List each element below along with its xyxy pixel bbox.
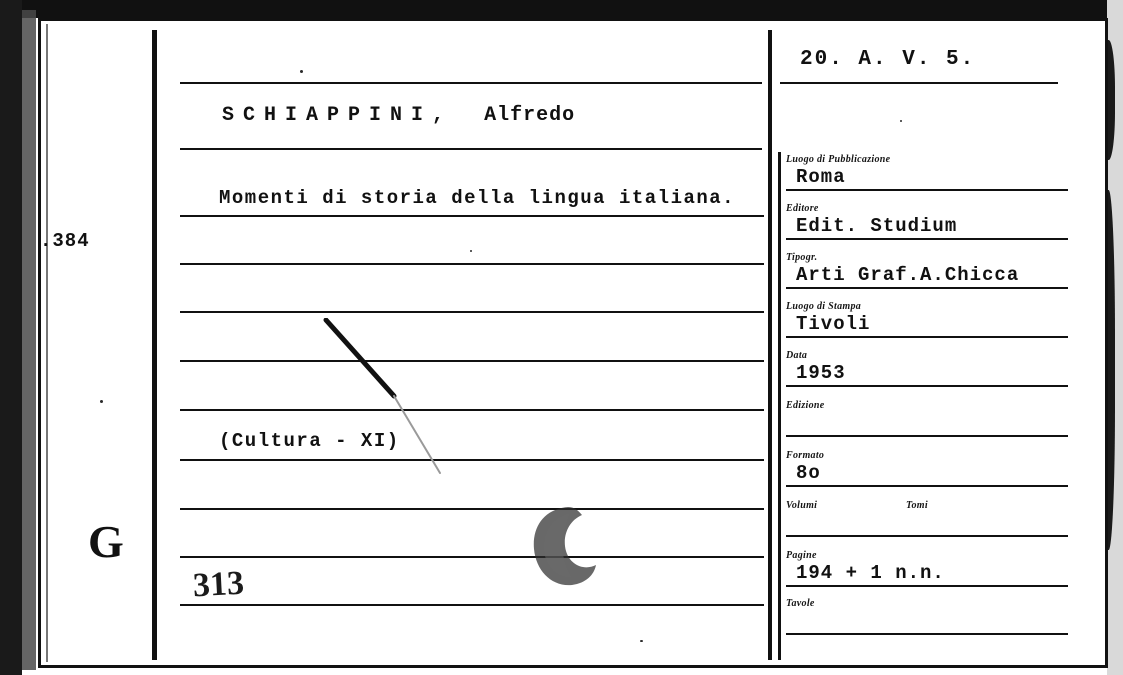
- field-label: Data: [786, 350, 808, 361]
- scan-edge-left: [0, 0, 22, 675]
- field-edizione: [786, 400, 1058, 437]
- field-label: Edizione: [786, 400, 825, 411]
- field-tipografo: [786, 252, 1058, 289]
- title-line: Momenti di storia della lingua italiana.: [219, 187, 736, 209]
- author-separator: ,: [432, 104, 446, 127]
- field-label: Tipogr.: [786, 252, 818, 263]
- scan-speck: [470, 250, 472, 252]
- rule-left-4: [180, 263, 764, 265]
- field-tavole: [786, 598, 1058, 635]
- field-label-volumi: Volumi: [786, 500, 818, 511]
- rule-left-5: [180, 311, 764, 313]
- field-editore: [786, 203, 1058, 240]
- field-data: [786, 350, 1058, 387]
- field-value: Tivoli: [786, 313, 1068, 338]
- field-value: [786, 610, 1068, 635]
- rule-left-1: [180, 82, 762, 84]
- vertical-rule-left: [152, 30, 157, 660]
- field-value: Edit. Studium: [786, 215, 1068, 240]
- field-label: Luogo di Stampa: [786, 301, 862, 312]
- rule-left-8: [180, 459, 764, 461]
- rule-left-10: [180, 556, 764, 558]
- field-value: Arti Graf.A.Chicca: [786, 264, 1068, 289]
- rule-left-11: [180, 604, 764, 606]
- series-line: (Cultura - XI): [219, 430, 400, 452]
- scan-edge-left-secondary: [22, 10, 36, 670]
- scan-speck: [100, 400, 103, 403]
- field-value: [786, 512, 1068, 537]
- handwritten-number: 313: [192, 564, 245, 605]
- field-label-row: [786, 500, 1058, 512]
- vertical-rule-right-inner: [778, 152, 781, 660]
- scan-speck: [300, 70, 303, 73]
- shelfmark-top: 20. A. V. 5.: [800, 48, 976, 71]
- field-label: Editore: [786, 203, 819, 214]
- field-value: Roma: [786, 166, 1068, 191]
- rule-left-7: [180, 409, 764, 411]
- field-pagine: [786, 550, 1058, 587]
- rule-shelfmark: [780, 82, 1058, 84]
- rule-left-3: [180, 215, 764, 217]
- field-label: Pagine: [786, 550, 817, 561]
- field-label: Tavole: [786, 598, 815, 609]
- field-label: Formato: [786, 450, 825, 461]
- rule-left-9: [180, 508, 764, 510]
- field-formato: [786, 450, 1058, 487]
- pen-stroke-mark: [322, 318, 447, 478]
- vertical-rule-right: [768, 30, 772, 660]
- field-value: 1953: [786, 362, 1068, 387]
- call-letter: G: [88, 516, 124, 567]
- scan-edge-top: [0, 0, 1123, 18]
- scan-speck: [900, 120, 902, 122]
- field-luogo-stampa: [786, 301, 1058, 338]
- field-value: 194 + 1 n.n.: [786, 562, 1068, 587]
- author-surname: SCHIAPPINI: [222, 104, 433, 127]
- thumb-smudge: [524, 505, 606, 589]
- field-value: 8o: [786, 462, 1068, 487]
- scan-speck: [640, 640, 643, 642]
- field-label: Luogo di Pubblicazione: [786, 154, 891, 165]
- field-label-tomi: Tomi: [906, 500, 928, 511]
- rule-left-6: [180, 360, 764, 362]
- author-line: [222, 104, 575, 127]
- author-firstname: Alfredo: [484, 104, 576, 127]
- field-volumi-tomi: [786, 500, 1058, 537]
- field-value: [786, 412, 1068, 437]
- field-luogo-pubblicazione: [786, 154, 1058, 191]
- rule-left-2: [180, 148, 762, 150]
- side-number: .384: [40, 230, 90, 252]
